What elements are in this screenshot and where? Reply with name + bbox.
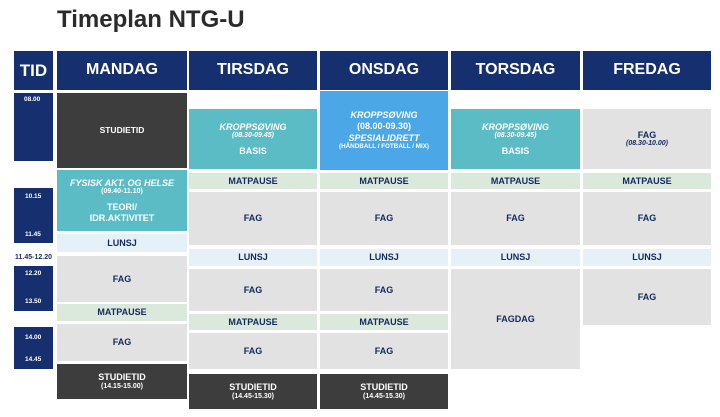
- tuesday-kropp-block: [189, 109, 317, 169]
- wednesday-fag-1-label: FAG: [374, 213, 394, 224]
- monday-fysisk-time: (09.40-11.10): [101, 188, 143, 196]
- tuesday-studietid-label: STUDIETID: [229, 382, 277, 393]
- friday-fag-3: [583, 269, 711, 325]
- page-title: Timeplan NTG-U: [57, 6, 245, 33]
- time-label-0800: 08.00: [24, 96, 41, 103]
- tuesday-fag-1: [189, 192, 317, 245]
- wednesday-fag-3-label: FAG: [374, 345, 394, 356]
- monday-fag-2-label: FAG: [112, 337, 132, 348]
- wednesday-matpause-1-label: MATPAUSE: [359, 175, 409, 186]
- friday-lunsj: [583, 249, 711, 266]
- wednesday-fag-3: [320, 333, 448, 369]
- friday-fag-2: [583, 192, 711, 245]
- thursday-fagdag: [451, 269, 580, 369]
- tuesday-matpause-2: [189, 314, 317, 330]
- time-label-1445: 14.45: [25, 356, 42, 363]
- time-bar-morning: [14, 93, 53, 161]
- wednesday-kropp-time: (08.00-09.30): [356, 120, 412, 131]
- time-label-1015: 10.15: [25, 193, 42, 200]
- thursday-lunsj-label: LUNSJ: [500, 252, 531, 263]
- monday-fysisk-block: [57, 170, 187, 231]
- wednesday-spesial-sub: (HÅNDBALL / FOTBALL / MIX): [338, 143, 429, 151]
- friday-fag-1-label: FAG: [637, 129, 657, 140]
- tuesday-kropp-label: KROPPSØVING: [219, 121, 287, 132]
- wednesday-kropp-label: KROPPSØVING: [350, 110, 418, 121]
- thursday-fagdag-label: FAGDAG: [496, 313, 535, 324]
- monday-fysisk-label: FYSISK AKT. OG HELSE: [69, 177, 174, 188]
- time-label-1350: 13.50: [25, 298, 42, 305]
- wednesday-kropp-block: [320, 91, 448, 170]
- tuesday-matpause-2-label: MATPAUSE: [228, 316, 278, 327]
- wednesday-fag-2-label: FAG: [374, 284, 394, 295]
- tuesday-studietid-time: (14.45-15.30): [231, 392, 275, 400]
- monday-studietid-2-time: (14.15-15.00): [100, 382, 144, 390]
- tuesday-studietid: [189, 374, 317, 409]
- monday-teori-label: TEORI/: [106, 202, 137, 213]
- monday-studietid-label: STUDIETID: [99, 124, 145, 135]
- header-tid: TID: [14, 51, 53, 90]
- header-wednesday: ONSDAG: [320, 51, 448, 90]
- wednesday-matpause-2: [320, 314, 448, 330]
- time-label-lunch: 11.45-12.20: [15, 254, 52, 261]
- tuesday-fag-3: [189, 333, 317, 369]
- time-label-1220: 12.20: [25, 270, 42, 277]
- tuesday-fag-2-label: FAG: [243, 284, 263, 295]
- friday-matpause: [583, 173, 711, 189]
- wednesday-matpause-1: [320, 173, 448, 189]
- wednesday-spesial-label: SPESIALIDRETT: [348, 133, 420, 144]
- tuesday-lunsj: [189, 249, 317, 266]
- tuesday-matpause-1: [189, 173, 317, 189]
- wednesday-studietid-time: (14.45-15.30): [362, 392, 406, 400]
- header-tuesday: TIRSDAG: [189, 51, 317, 90]
- thursday-kropp-label: KROPPSØVING: [481, 121, 549, 132]
- friday-fag-1-time: (08.30-10.00): [625, 140, 669, 148]
- monday-fag-1-label: FAG: [112, 273, 132, 284]
- thursday-kropp-time: (08.30-09.45): [494, 131, 537, 139]
- tuesday-fag-3-label: FAG: [243, 345, 263, 356]
- tuesday-fag-1-label: FAG: [243, 213, 263, 224]
- friday-fag-3-label: FAG: [637, 291, 657, 302]
- tuesday-matpause-1-label: MATPAUSE: [228, 175, 278, 186]
- time-label-1400: 14.00: [25, 334, 42, 341]
- monday-fag-1: [57, 256, 187, 302]
- thursday-fag-label: FAG: [506, 213, 525, 224]
- tuesday-lunsj-label: LUNSJ: [238, 252, 268, 263]
- monday-lunsj: [57, 234, 187, 252]
- monday-idr-label: IDR.AKTIVITET: [89, 212, 155, 223]
- time-label-1145: 11.45: [25, 231, 41, 238]
- thursday-matpause: [451, 173, 580, 189]
- header-monday: MANDAG: [57, 51, 187, 90]
- wednesday-matpause-2-label: MATPAUSE: [359, 316, 409, 327]
- thursday-lunsj: [451, 249, 580, 266]
- monday-studietid: [57, 93, 187, 168]
- wednesday-studietid-label: STUDIETID: [360, 382, 408, 393]
- wednesday-lunsj: [320, 249, 448, 266]
- friday-fag-2-label: FAG: [637, 213, 657, 224]
- friday-matpause-label: MATPAUSE: [622, 175, 672, 186]
- monday-matpause: [57, 304, 187, 321]
- monday-lunsj-label: LUNSJ: [107, 237, 137, 248]
- wednesday-fag-2: [320, 269, 448, 311]
- wednesday-fag-1: [320, 192, 448, 245]
- monday-studietid-2-label: STUDIETID: [98, 372, 146, 383]
- header-friday: FREDAG: [583, 51, 711, 90]
- tuesday-kropp-time: (08.30-09.45): [231, 131, 275, 139]
- monday-matpause-label: MATPAUSE: [97, 307, 147, 318]
- thursday-matpause-label: MATPAUSE: [490, 175, 541, 186]
- header-thursday: TORSDAG: [451, 51, 580, 90]
- thursday-basis-label: BASIS: [501, 146, 530, 157]
- monday-studietid-2: [57, 364, 187, 399]
- friday-fag-1: [583, 109, 711, 169]
- thursday-kropp-block: [451, 109, 580, 169]
- wednesday-studietid: [320, 374, 448, 409]
- monday-fag-2: [57, 324, 187, 361]
- wednesday-lunsj-label: LUNSJ: [369, 252, 399, 263]
- tuesday-fag-2: [189, 269, 317, 311]
- tuesday-basis-label: BASIS: [239, 146, 267, 157]
- friday-lunsj-label: LUNSJ: [632, 252, 662, 263]
- thursday-fag: [451, 192, 580, 245]
